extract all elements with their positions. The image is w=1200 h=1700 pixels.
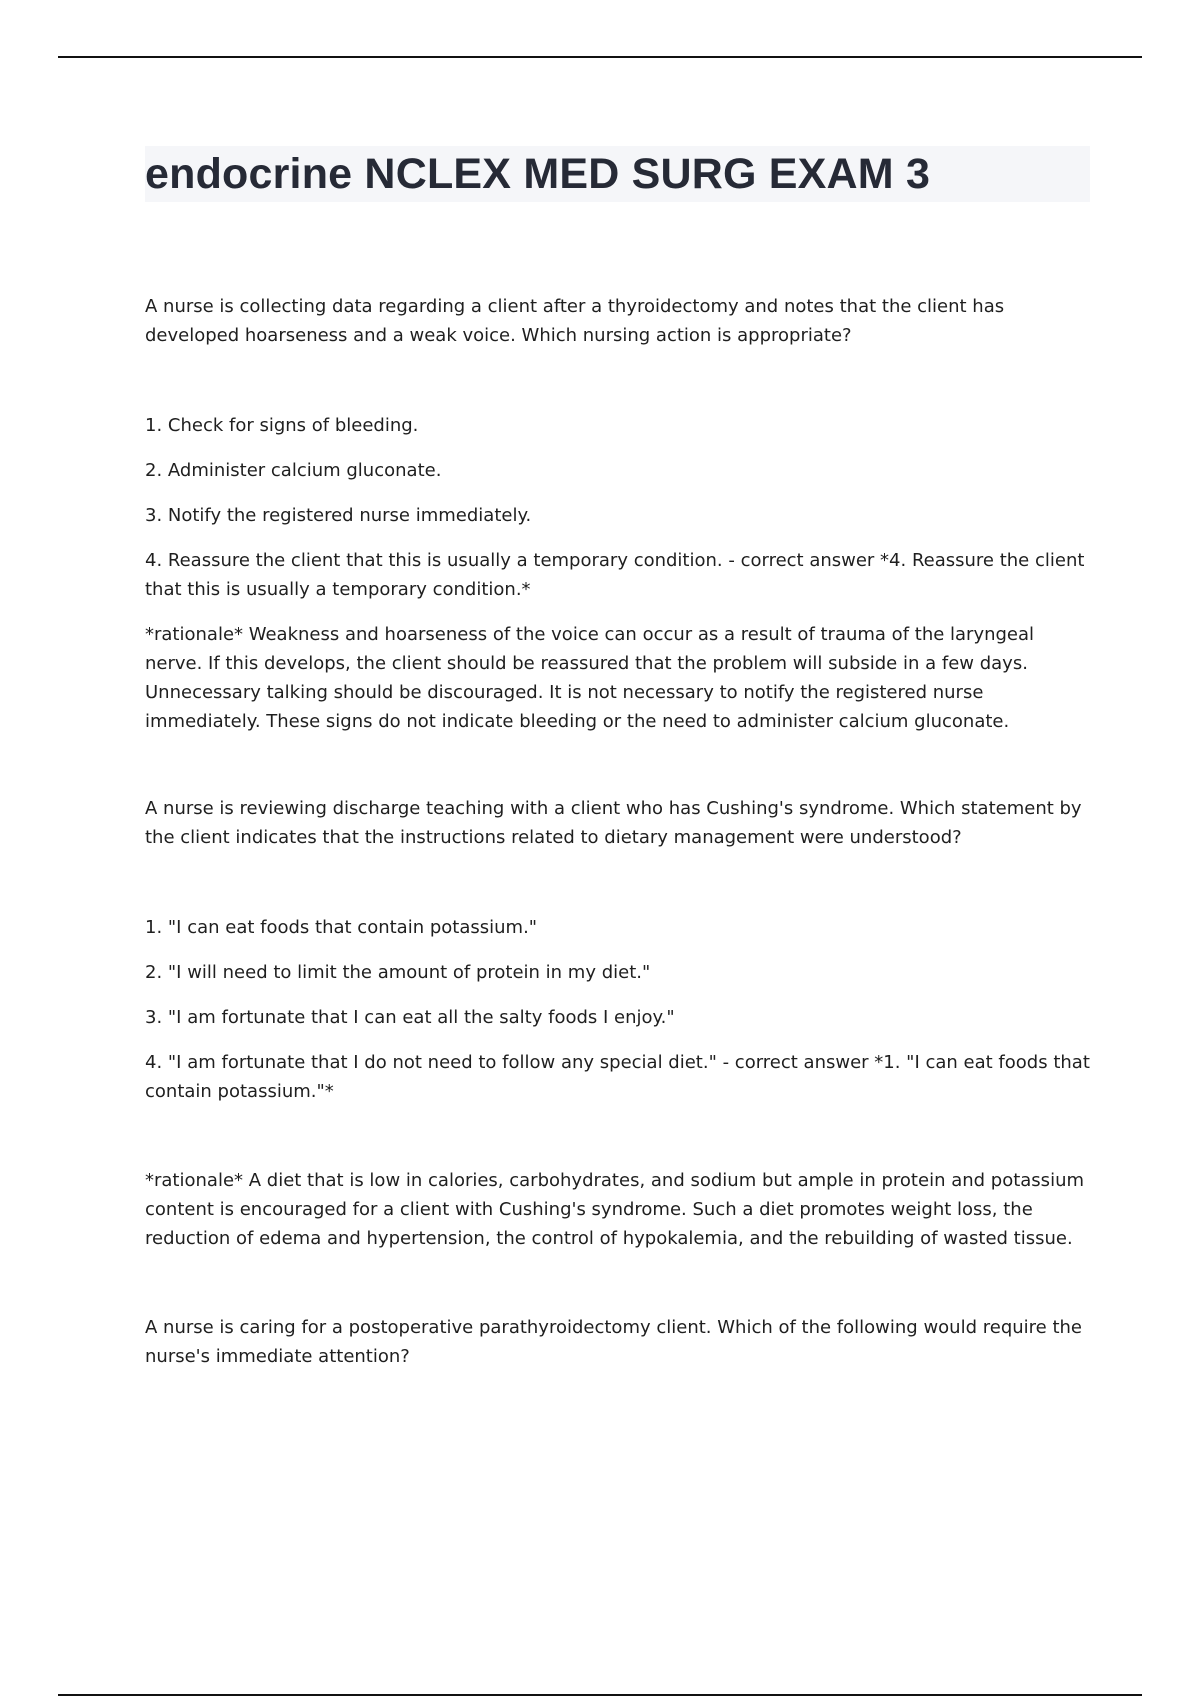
- title-bar: [145, 146, 1090, 202]
- question-1-option-1: 1. Check for signs of bleeding.: [145, 415, 419, 436]
- question-2-option-4-answer: 4. "I am fortunate that I do not need to follow any special diet." - correct answer *1. "I can eat foods that contain potassium."*: [145, 1052, 1090, 1102]
- question-1-option-2: 2. Administer calcium gluconate.: [145, 460, 442, 481]
- question-2-option-1: 1. "I can eat foods that contain potassium.": [145, 917, 538, 938]
- question-1-option-3: 3. Notify the registered nurse immediately.: [145, 505, 532, 526]
- question-3-text: A nurse is caring for a postoperative parathyroidectomy client. Which of the following would require the nurse's immediate attention?: [145, 1317, 1082, 1367]
- question-1-text: A nurse is collecting data regarding a client after a thyroidectomy and notes that the client has developed hoarseness and a weak voice. Which nursing action is appropriate?: [145, 296, 1005, 346]
- document-title: endocrine NCLEX MED SURG EXAM 3: [145, 150, 931, 198]
- bottom-rule: [58, 1694, 1142, 1696]
- question-1-rationale: *rationale* Weakness and hoarseness of the voice can occur as a result of trauma of the laryngeal nerve. If this develops, the client should be reassured that the problem will subside in a few days. Unnecessary talking should be discouraged. It is not necessary to notify the registered nurse immediately. These signs do not indicate bleeding or the need to administer calcium gluconate.: [145, 624, 1035, 732]
- question-1-options: [145, 411, 1090, 736]
- question-2-text: A nurse is reviewing discharge teaching with a client who has Cushing's syndrome. Which statement by the client indicates that the instructions related to dietary management were understood?: [145, 798, 1082, 848]
- question-2-option-2: 2. "I will need to limit the amount of protein in my diet.": [145, 962, 651, 983]
- top-rule: [58, 56, 1142, 58]
- question-2-rationale: *rationale* A diet that is low in calories, carbohydrates, and sodium but ample in protein and potassium content is encouraged for a client with Cushing's syndrome. Such a diet promotes weight loss, the reduction of edema and hypertension, the control of hypokalemia, and the rebuilding of wasted tissue.: [145, 1170, 1085, 1249]
- question-2-options: [145, 913, 1090, 1106]
- document-body: [145, 146, 1090, 1371]
- question-1-option-4-answer: 4. Reassure the client that this is usually a temporary condition. - correct answer *4. Reassure the client that this is usually a temporary condition.*: [145, 550, 1085, 600]
- question-2-option-3: 3. "I am fortunate that I can eat all the salty foods I enjoy.": [145, 1007, 675, 1028]
